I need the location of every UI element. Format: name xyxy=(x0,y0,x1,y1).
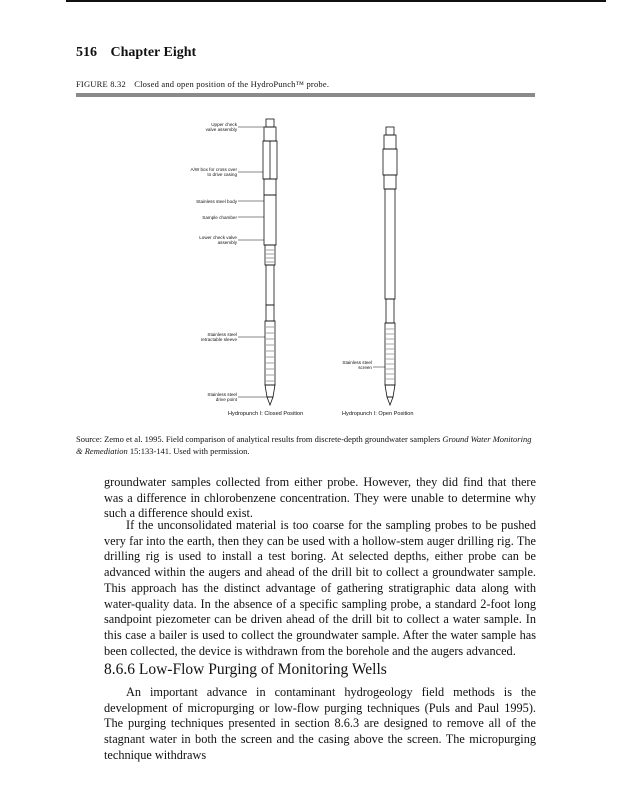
figure-caption-text: Closed and open position of the HydroPunch™ probe. xyxy=(134,79,330,89)
label-upper-check-2: valve assembly xyxy=(205,127,237,132)
page-number: 516 xyxy=(76,45,97,60)
label-aw-box-2: to drive casing xyxy=(207,172,237,177)
figure-source xyxy=(76,433,536,457)
paragraph-1 xyxy=(104,475,536,522)
open-probe-screen xyxy=(386,329,394,379)
label-screen-2: screen xyxy=(358,365,372,370)
label-drive-point-1: Stainless steel xyxy=(207,392,237,397)
caption-open: Hydropunch I: Open Position xyxy=(342,411,414,417)
open-probe-drawing xyxy=(383,127,397,405)
label-lower-check-2: assembly xyxy=(217,240,237,245)
label-lower-check-1: Lower check valve xyxy=(199,235,237,240)
label-chamber: Sample chamber xyxy=(202,215,237,220)
label-aw-box-1: A/W box for cross over xyxy=(190,167,237,172)
paragraph-1-text: groundwater samples collected from either probe. However, they did find that there was a difference in chlorobenzene concentration. They were unable to determine why such a difference should exist. xyxy=(104,475,536,521)
label-sleeve-1: Stainless steel xyxy=(207,332,237,337)
running-header xyxy=(76,45,196,61)
label-screen-1: Stainless steel xyxy=(342,360,372,365)
label-sleeve-2: retractable sleeve xyxy=(200,337,237,342)
label-body: Stainless steel body xyxy=(196,199,237,204)
source-suffix: 15:133-141. Used with permission. xyxy=(127,446,250,456)
caption-closed: Hydropunch I: Closed Position xyxy=(228,411,304,417)
figure-label: FIGURE 8.32 xyxy=(76,79,126,89)
paragraph-2 xyxy=(104,518,536,659)
figure-caption xyxy=(76,79,536,89)
page-top-rule xyxy=(66,0,606,2)
hydropunch-figure xyxy=(180,115,440,425)
paragraph-2-text: If the unconsolidated material is too coarse for the sampling probes to be pushed very far into the earth, then they can be used with a hollow-stem auger drilling rig. The drilling rig is used to install a test boring. At selected depths, either probe can be advanced within the augers and ahead of the drill bit to collect a groundwater sample. This approach has the distinct advantage of gathering stratigraphic data along with water-quality data. In the absence of a specific sampling probe, a standard 2-foot long sandpoint piezometer can be driven ahead of the drill bit to collect a water sample. In this case a bailer is used to collect the groundwater sample. After the water sample has been collected, the device is withdrawn from the borehole and the augers advanced. xyxy=(104,518,536,658)
label-drive-point-2: drive point xyxy=(215,397,237,402)
paragraph-3-text: An important advance in contaminant hydrogeology field methods is the development of micropurging or low-flow purging techniques (Puls and Paul 1995). The purging techniques presented in section 8.6.3 are designed to remove all of the stagnant water in both the screen and the casing above the screen. The micropurging technique withdraws xyxy=(104,685,536,762)
source-journal: Ground Water Monitoring & Remediation xyxy=(76,434,532,456)
paragraph-3 xyxy=(104,685,536,764)
source-prefix: Source: Zemo et al. 1995. Field comparison of analytical results from discrete-depth groundwater samplers xyxy=(76,434,443,444)
chapter-title: Chapter Eight xyxy=(110,45,197,60)
closed-probe-hatching xyxy=(266,250,274,381)
figure-rule xyxy=(76,93,535,97)
label-upper-check-1: Upper check xyxy=(211,122,237,127)
section-heading: 8.6.6 Low-Flow Purging of Monitoring Wells xyxy=(104,661,387,678)
